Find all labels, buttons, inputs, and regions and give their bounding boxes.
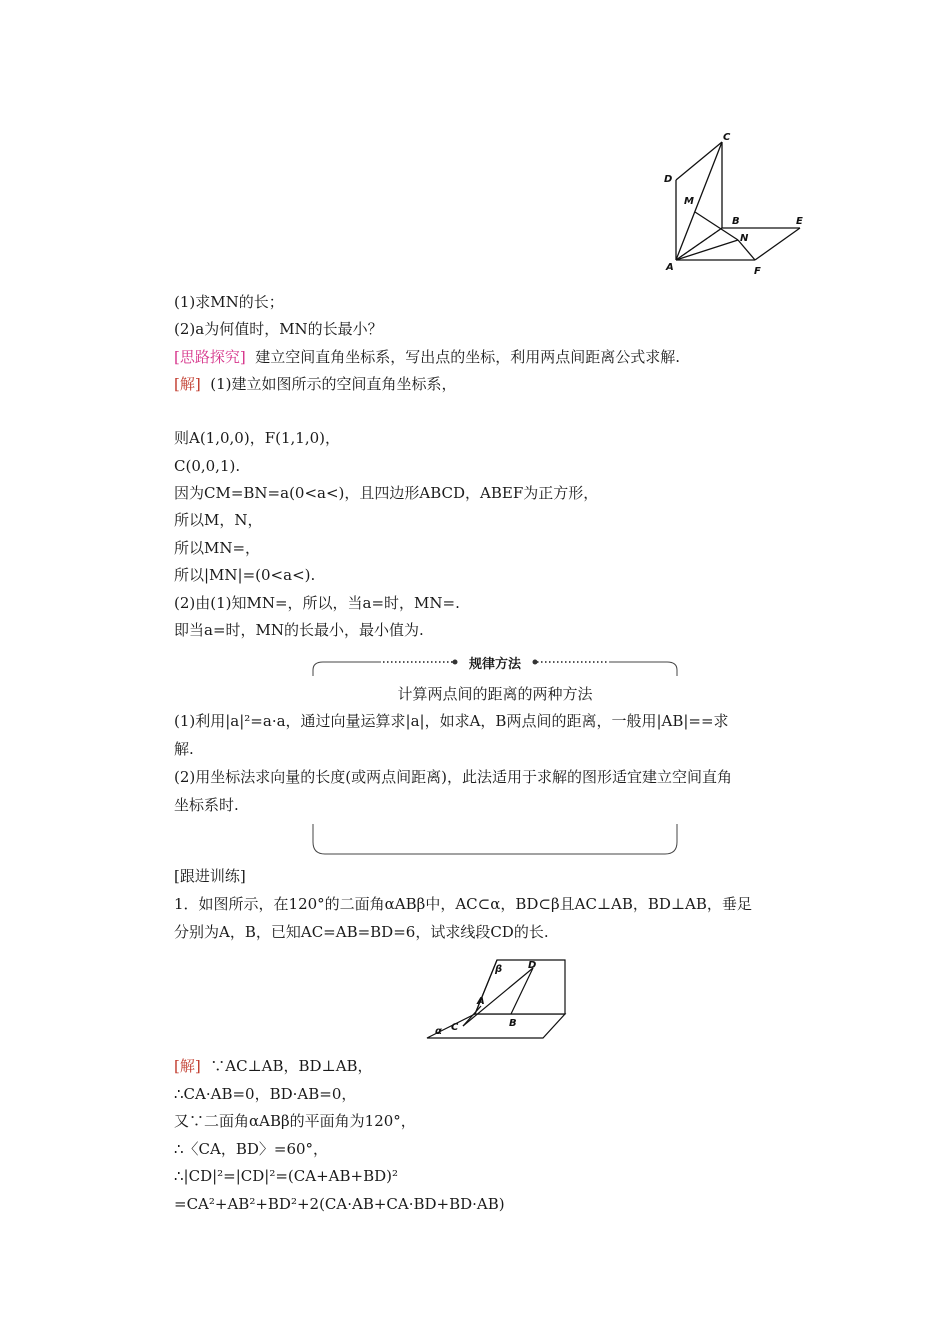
label-c: C (723, 132, 731, 143)
label-c2: C (451, 1022, 459, 1033)
label-alpha: α (435, 1026, 442, 1037)
cube-figure (660, 128, 810, 278)
label-m: M (684, 196, 694, 207)
solution2-line-6: =CA²+AB²+BD²+2(CA·AB+CA·BD+BD·AB) (174, 1195, 505, 1213)
question-1: (1)求MN的长； (174, 293, 284, 311)
method-badge: 规律方法 (468, 657, 521, 672)
method-box-bottom (311, 822, 679, 856)
solution-line-7: (2)由(1)知MN=，所以，当a=时，MN=. (174, 594, 460, 612)
solution-start (174, 374, 457, 394)
label-a: A (666, 262, 674, 273)
solution2-line-2: ∴CA·AB=0，BD·AB=0， (174, 1085, 357, 1103)
practice-p1b: 分别为A，B，已知AC=AB=BD=6，试求线段CD的长. (174, 923, 549, 941)
solution-line-3: 因为CM=BN=a(0<a<)，且四边形ABCD，ABEF为正方形， (174, 484, 599, 502)
solution2-line-4: ∴〈CA，BD〉=60°， (174, 1140, 329, 1158)
solution2-line-1: ∵AC⊥AB，BD⊥AB， (210, 1057, 373, 1075)
hint-line (174, 347, 680, 367)
method-p1a: (1)利用|a|²=a·a，通过向量运算求|a|，如求A，B两点间的距离，一般用|AB|==求 (174, 712, 729, 730)
label-f: F (754, 266, 761, 277)
method-title: 计算两点间的距离的两种方法 (397, 685, 593, 703)
label-n: N (740, 233, 749, 244)
dihedral-figure (425, 956, 567, 1042)
solution-line-2: C(0,0,1). (174, 457, 241, 475)
label-beta: β (495, 964, 503, 975)
method-p2a: (2)用坐标法求向量的长度(或两点间距离)，此法适用于求解的图形适宜建立空间直角 (174, 768, 732, 786)
practice-tag: [跟进训练] (174, 867, 246, 885)
solution-line-1: 则A(1,0,0)，F(1,1,0)， (174, 429, 340, 447)
solution-text: (1)建立如图所示的空间直角坐标系， (210, 375, 457, 393)
method-p1b: 解. (174, 740, 194, 758)
practice-p1a: 1．如图所示，在120°的二面角αABβ中，AC⊂α，BD⊂β且AC⊥AB，BD⊥AB，垂足 (174, 895, 752, 913)
solution-line-5: 所以MN=， (174, 539, 261, 557)
solution2-tag: [解] (174, 1057, 201, 1075)
label-a2: A (477, 996, 485, 1007)
hint-tag: [思路探究] (174, 348, 246, 366)
solution-line-4: 所以M，N， (174, 511, 263, 529)
question-2: (2)a为何值时，MN的长最小？ (174, 320, 383, 338)
label-b: B (732, 216, 740, 227)
solution-tag: [解] (174, 375, 201, 393)
method-p2b: 坐标系时. (174, 796, 239, 814)
solution-line-8: 即当a=时，MN的长最小，最小值为. (174, 621, 424, 639)
label-b2: B (509, 1018, 517, 1029)
solution2-line-3: 又∵二面角αABβ的平面角为120°， (174, 1112, 416, 1130)
solution2-line-5: ∴|CD|²=|CD|²=(CA+AB+BD)² (174, 1167, 398, 1185)
label-d: D (664, 174, 673, 185)
label-d2: D (528, 960, 537, 971)
solution-line-6: 所以|MN|=(0<a<). (174, 566, 316, 584)
solution2-start (174, 1056, 373, 1076)
label-e: E (796, 216, 803, 227)
hint-text: 建立空间直角坐标系，写出点的坐标，利用两点间距离公式求解. (255, 348, 681, 366)
